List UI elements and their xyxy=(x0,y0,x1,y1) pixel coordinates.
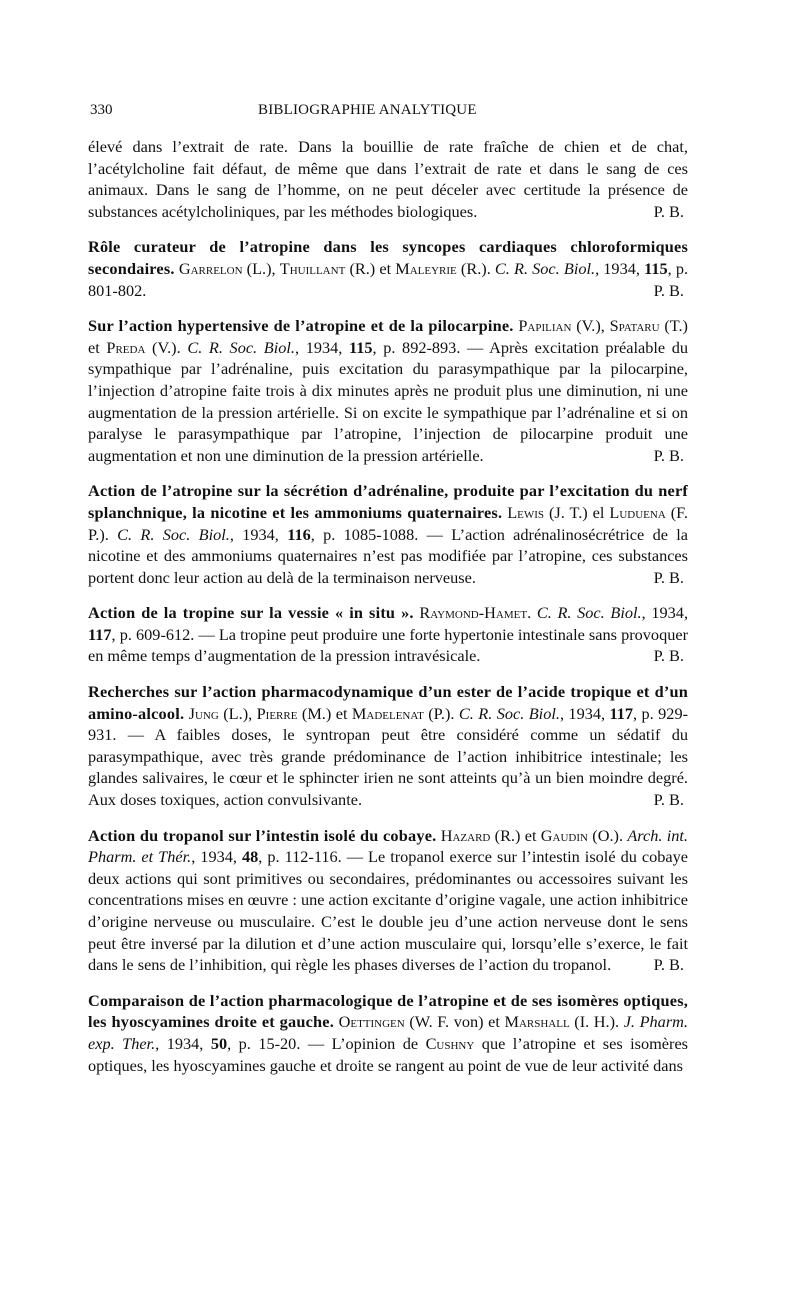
entry-7-cited-author: Cushny xyxy=(425,1033,475,1053)
entry-4-abstract: — La tropine peut produire une forte hypertonie intestinale sans provoquer en même temps d’augmentation de la pression intravésicale. xyxy=(88,624,688,666)
page-number: 330 xyxy=(90,102,113,118)
entry-3-abstract: — L’action adrénalinosécrétrice de la nicotine et des ammoniums quaternaires n’est pas modifiée par l’atropine, ces substances portent donc leur action au delà de la terminaison nerveuse. xyxy=(88,524,689,587)
entry-7 xyxy=(88,990,688,1076)
entry-5-author-1: Jung xyxy=(188,703,219,723)
entry-3-author-2-initials: (F. P.). xyxy=(88,502,688,544)
entry-5-year: , 1934, xyxy=(559,703,610,723)
entry-2-signature: P. B. xyxy=(653,445,684,465)
entry-7-author-2-initials: (I. H.). xyxy=(569,1012,624,1032)
entry-5-author-1-initials: (L.), xyxy=(218,703,257,723)
entry-2-author-3-initials: (V.). xyxy=(145,337,188,357)
entry-3 xyxy=(88,480,688,588)
entry-4-pages: , p. 609-612. xyxy=(111,624,195,644)
entry-1-title: Rôle curateur de l’atropine dans les syncopes cardiaques chloroformiques secondaires. xyxy=(88,237,688,278)
intro-text: élevé dans l’extrait de rate. Dans la bouillie de rate fraîche de chien et de chat, l’acétylcholine fait défaut, de même que dans l’extrait de rate et dans le sang de ces animaux. Dans le sang de l’homme, on ne peut déceler avec certitude la présence de substances acétylcholiniques, par les méthodes biologiques. xyxy=(88,137,688,221)
entry-1-author-2-initials: (R.) et xyxy=(345,258,396,278)
intro-signature: P. B. xyxy=(653,201,684,221)
entry-2-volume: 115 xyxy=(348,337,373,357)
entry-6-author-2: Gaudin xyxy=(540,825,588,845)
intro-paragraph xyxy=(88,136,688,222)
entry-6-year: , 1934, xyxy=(191,847,242,867)
entry-3-author-2: Luduena xyxy=(609,502,666,522)
entry-4-year: , 1934, xyxy=(641,603,689,623)
entry-7-author-1: Oettingen xyxy=(338,1012,405,1032)
entry-7-abstract-intro: — L’opinion de xyxy=(300,1033,426,1053)
entry-4 xyxy=(88,602,688,667)
running-title: BIBLIOGRAPHIE ANALYTIQUE xyxy=(258,102,477,118)
document-page xyxy=(88,96,688,1076)
entry-6 xyxy=(88,825,688,976)
entry-5-author-3-initials: (P.). xyxy=(423,703,459,723)
entry-1-volume: 115 xyxy=(644,258,668,278)
entry-2-journal: C. R. Soc. Biol. xyxy=(187,337,295,357)
entry-5-title: Recherches sur l’action pharmacodynamique d’un ester de l’acide tropique et d’un amino-alcool. xyxy=(88,682,688,723)
entry-1-author-1-initials: (L.), xyxy=(242,258,280,278)
entry-1-journal: C. R. Soc. Biol. xyxy=(494,258,596,278)
entry-2-author-1-initials: (V.), xyxy=(571,316,610,336)
entry-6-author-1-initials: (R.) et xyxy=(490,825,541,845)
entry-6-journal: Arch. int. Pharm. et Thér. xyxy=(88,825,688,867)
entry-7-author-2: Marshall xyxy=(504,1012,570,1032)
entry-6-author-2-initials: (O.). xyxy=(587,825,628,845)
entry-3-pages: , p. 1085-1088. xyxy=(310,524,419,544)
entry-5-volume: 117 xyxy=(609,703,634,723)
entry-4-signature: P. B. xyxy=(653,646,684,666)
entry-3-author-1-initials: (J. T.) el xyxy=(544,502,610,522)
entry-1-author-3-initials: (R.). xyxy=(456,258,495,278)
entry-6-signature: P. B. xyxy=(653,955,684,975)
entry-3-journal: C. R. Soc. Biol. xyxy=(117,524,230,544)
entry-2-author-3: Preda xyxy=(106,337,146,357)
entry-6-author-1: Hazard xyxy=(440,825,491,845)
entry-2-abstract: — Après excitation préalable du sympathique par l’adrénaline, puis excitation du parasympathique par la pilocarpine, l’injection d’atropine faite trois à dix minutes après ne produit plus une diminution, ni une augmentation de la pression artérielle. Si on excite le sympathique par l’adrénaline et si on paralyse le parasympathique par l’atropine, l’injection de pilocarpine produit une augmentation et non une diminution de la pression artérielle. xyxy=(88,337,689,465)
entry-7-volume: 50 xyxy=(210,1033,228,1053)
entry-2-year: , 1934, xyxy=(294,337,349,357)
entry-5-signature: P. B. xyxy=(653,790,684,810)
entry-4-journal: C. R. Soc. Biol. xyxy=(536,603,642,623)
entry-5-author-3: Madelenat xyxy=(351,703,424,723)
entry-5-author-2-initials: (M.) et xyxy=(297,703,352,723)
running-header xyxy=(88,96,688,124)
entry-5-author-2: Pierre xyxy=(256,703,298,723)
entry-3-year: , 1934, xyxy=(229,524,288,544)
entry-1-year: , 1934, xyxy=(595,258,645,278)
entry-7-title: Comparaison de l’action pharmacologique de l’atropine et de ses isomères optiques, les hyoscyamines droite et gauche. xyxy=(88,990,688,1032)
entry-6-abstract: — Le tropanol exerce sur l’intestin isolé du cobaye deux actions qui sont primitives ou secondaires, prédominantes ou accessoires suivant les concentrations mises en œuvre : une action excitante d’origine vagale, une action inhibitrice d’origine nerveuse ou musculaire. C’est le double jeu d’une action nerveuse dont le sens peut être inversé par la dilution et d’une action musculaire qui, lorsqu’elle s’exerce, le fait dans le sens de l’inhibition, qui règle les phases diverses de l’action du tropanol. xyxy=(88,847,688,975)
entry-2-title: Sur l’action hypertensive de l’atropine et de la pilocarpine. xyxy=(88,316,514,336)
entry-4-title: Action de la tropine sur la vessie « in situ ». xyxy=(88,603,414,623)
entry-7-abstract: que l’atropine et ses isomères optiques, les hyoscyamines gauche et droite se rangent au point de vue de leur activité dans xyxy=(88,1033,689,1075)
entry-5-journal: C. R. Soc. Biol. xyxy=(458,703,560,723)
entry-7-pages: , p. 15-20. xyxy=(227,1033,301,1053)
entry-5-abstract: — A faibles doses, le syntropan peut être considéré comme un sédatif du parasympathique, avec très grande prédominance de l’action inhibitrice intestinale; les glandes salivaires, le cœur et le sphincter irien ne sont atteints qu’à un bien moindre degré. Aux doses toxiques, action convulsivante. xyxy=(88,725,688,810)
entry-5-pages: , p. 929-931. xyxy=(88,703,689,745)
entry-1-pages: , p. 801-802. xyxy=(88,258,689,300)
entry-7-journal: J. Pharm. exp. Ther. xyxy=(88,1012,688,1053)
entry-7-year: , 1934, xyxy=(155,1033,211,1053)
entry-2-pages: , p. 892-893. xyxy=(372,337,461,357)
entry-4-author-1-initials: . xyxy=(527,603,537,623)
entry-1-author-1: Garrelon xyxy=(178,258,243,278)
entry-1-author-3: Maleyrie xyxy=(395,258,457,278)
entry-2-author-2-initials: (T.) et xyxy=(88,316,688,357)
entry-4-volume: 117 xyxy=(88,624,112,644)
entry-4-author-1: Raymond-Hamet xyxy=(419,603,528,623)
entry-5 xyxy=(88,681,688,811)
entry-2-author-1: Papilian xyxy=(518,316,572,336)
entry-6-volume: 48 xyxy=(241,847,259,867)
entry-1-signature: P. B. xyxy=(653,280,684,300)
entry-6-title: Action du tropanol sur l’intestin isolé du cobaye. xyxy=(88,825,437,845)
entry-2 xyxy=(88,315,688,466)
entry-3-author-1: Lewis xyxy=(507,502,545,522)
entry-3-volume: 116 xyxy=(287,524,311,544)
entry-1-author-2: Thuillant xyxy=(279,258,346,278)
entry-2-author-2: Spataru xyxy=(609,316,660,336)
entry-7-author-1-initials: (W. F. von) et xyxy=(404,1012,505,1032)
entry-6-pages: , p. 112-116. xyxy=(258,847,342,867)
entry-3-signature: P. B. xyxy=(653,567,684,587)
entry-3-title: Action de l’atropine sur la sécrétion d’adrénaline, produite par l’excitation du nerf splanchnique, la nicotine et les ammoniums quaternaires. xyxy=(88,481,688,522)
entry-1 xyxy=(88,236,688,301)
